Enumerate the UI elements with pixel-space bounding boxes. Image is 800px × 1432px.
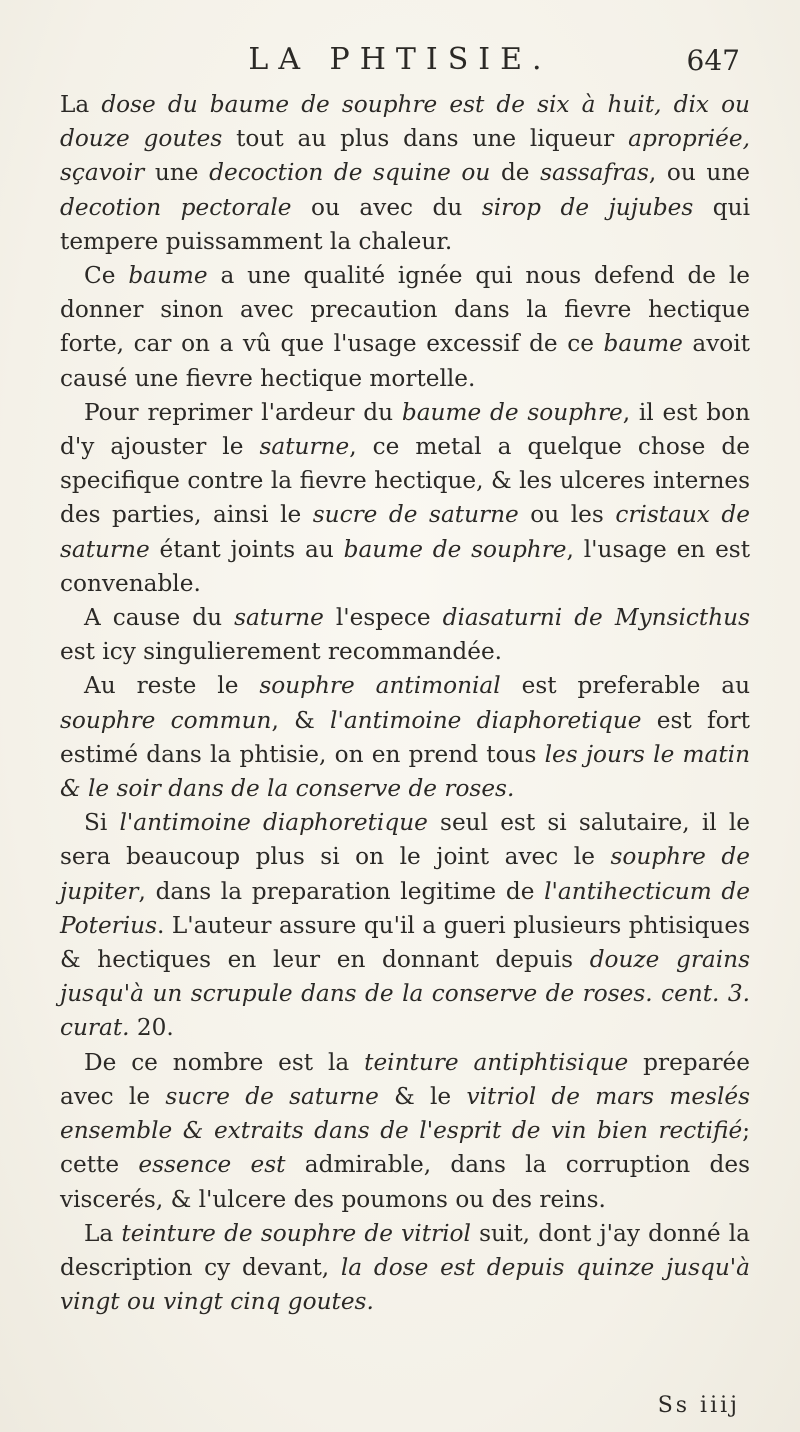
text-run: , ce metal a quelque chose de specifique contre la fievre hectique, & les ulceres internes des parties, ainsi le <box>60 433 750 529</box>
italic-run: baume de souphre <box>401 398 623 426</box>
paragraph <box>60 88 750 259</box>
page-header <box>60 42 740 92</box>
text-run: La <box>60 91 102 118</box>
text-run: 20. <box>129 1014 174 1042</box>
text-run: A cause du <box>84 604 235 632</box>
italic-run: douze grains jusqu'à un scrupule dans de la conserve de roses. cent. 3. curat. <box>60 946 750 1042</box>
italic-run: sucre de saturne <box>312 501 519 529</box>
italic-run: baume de souphre <box>343 535 567 563</box>
italic-run: apropriée, sçavoir <box>60 125 750 187</box>
italic-run: souphre commun <box>60 706 272 734</box>
italic-run: l'antimoine diaphoretique <box>330 706 642 734</box>
text-run: , l'usage en est convenable. <box>60 535 751 597</box>
text-run: ; cette <box>60 1117 750 1179</box>
italic-run: souphre de jupiter <box>60 843 750 905</box>
paragraph <box>60 259 750 396</box>
text-run: La <box>84 1219 122 1247</box>
paragraph <box>60 669 750 806</box>
italic-run: les jours le matin & le soir dans de la conserve de roses. <box>60 740 751 803</box>
italic-run: essence est <box>138 1151 286 1179</box>
text-run: ou avec du <box>291 193 482 221</box>
text-run: l'espece <box>323 604 443 632</box>
italic-run: vitriol de mars meslés ensemble & extraits dans de l'esprit de vin bien rectifié <box>60 1082 750 1145</box>
text-run: suit, dont j'ay donné la description cy devant, <box>60 1219 750 1281</box>
body-text <box>60 88 750 1319</box>
italic-run: baume <box>603 330 683 358</box>
text-run: Si <box>84 809 120 837</box>
paragraph <box>60 396 750 601</box>
italic-run: diasaturni de Mynsicthus <box>442 604 750 632</box>
signature-mark: Ss iiij <box>657 1393 740 1418</box>
text-run: étant joints au <box>149 535 344 563</box>
italic-run: la dose est depuis quinze jusqu'à vingt ou vingt cinq goutes. <box>60 1253 750 1316</box>
text-run: seul est si salutaire, il le sera beaucoup plus si on le joint avec le <box>60 809 750 871</box>
italic-run: decotion pectorale <box>60 193 292 221</box>
text-run: est preferable au <box>500 672 751 700</box>
running-head: LA PHTISIE. <box>248 42 552 77</box>
text-run: Pour reprimer l'ardeur du <box>84 398 402 426</box>
text-run: Au reste le <box>84 672 260 700</box>
text-run: Ce <box>84 262 129 290</box>
italic-run: saturne <box>234 604 324 632</box>
text-run: preparée avec le <box>60 1048 751 1110</box>
italic-run: l'antihecticum de Poterius <box>60 877 750 939</box>
page-number: 647 <box>686 44 740 77</box>
italic-run: dose du baume de souphre est de six à huit, dix ou douze goutes <box>60 91 750 153</box>
paragraph <box>60 601 750 669</box>
text-run: admirable, dans la corruption des viscerés, & l'ulcere des poumons ou des reins. <box>60 1151 750 1213</box>
text-run: est fort estimé dans la phtisie, on en prend tous <box>60 706 750 768</box>
italic-run: sirop de jujubes <box>481 193 694 221</box>
text-run: & le <box>378 1082 467 1110</box>
text-run: de <box>490 159 541 187</box>
paragraph <box>60 1046 750 1217</box>
text-run: a une qualité ignée qui nous defend de le donner sinon avec precaution dans la fievre hectique forte, car on a vû que l'usage excessif de ce <box>60 262 750 358</box>
text-run: est icy singulierement recommandée. <box>60 638 503 666</box>
text-run: , ou une <box>648 159 750 187</box>
text-run: De ce nombre est la <box>84 1048 365 1076</box>
italic-run: l'antimoine diaphoretique <box>119 809 428 837</box>
text-run: . L'auteur assure qu'il a gueri plusieurs phtisiques & hectiques en leur en donnant depuis <box>60 911 750 974</box>
italic-run: cristaux de saturne <box>60 501 750 563</box>
paragraph <box>60 806 750 1045</box>
italic-run: baume <box>128 262 208 290</box>
italic-run: sassafras <box>540 159 649 187</box>
italic-run: sucre de saturne <box>165 1082 379 1110</box>
italic-run: saturne <box>259 433 350 461</box>
italic-run: souphre antimonial <box>259 672 501 700</box>
text-run: tout au plus dans une liqueur <box>222 125 629 153</box>
text-run: , il est bon d'y ajouster le <box>60 398 751 461</box>
italic-run: teinture antiphtisique <box>364 1048 629 1076</box>
text-run: avoit causé une fievre hectique mortelle. <box>60 330 750 392</box>
text-run: , dans la preparation legitime de <box>138 877 545 905</box>
italic-run: teinture de souphre de vitriol <box>121 1219 471 1247</box>
italic-run: decoction de squine ou <box>209 159 491 187</box>
text-run: , & <box>271 706 331 734</box>
text-run: une <box>144 159 210 187</box>
paragraph <box>60 1217 750 1320</box>
text-run: ou les <box>518 501 616 529</box>
text-run: qui tempere puissamment la chaleur. <box>60 193 750 255</box>
